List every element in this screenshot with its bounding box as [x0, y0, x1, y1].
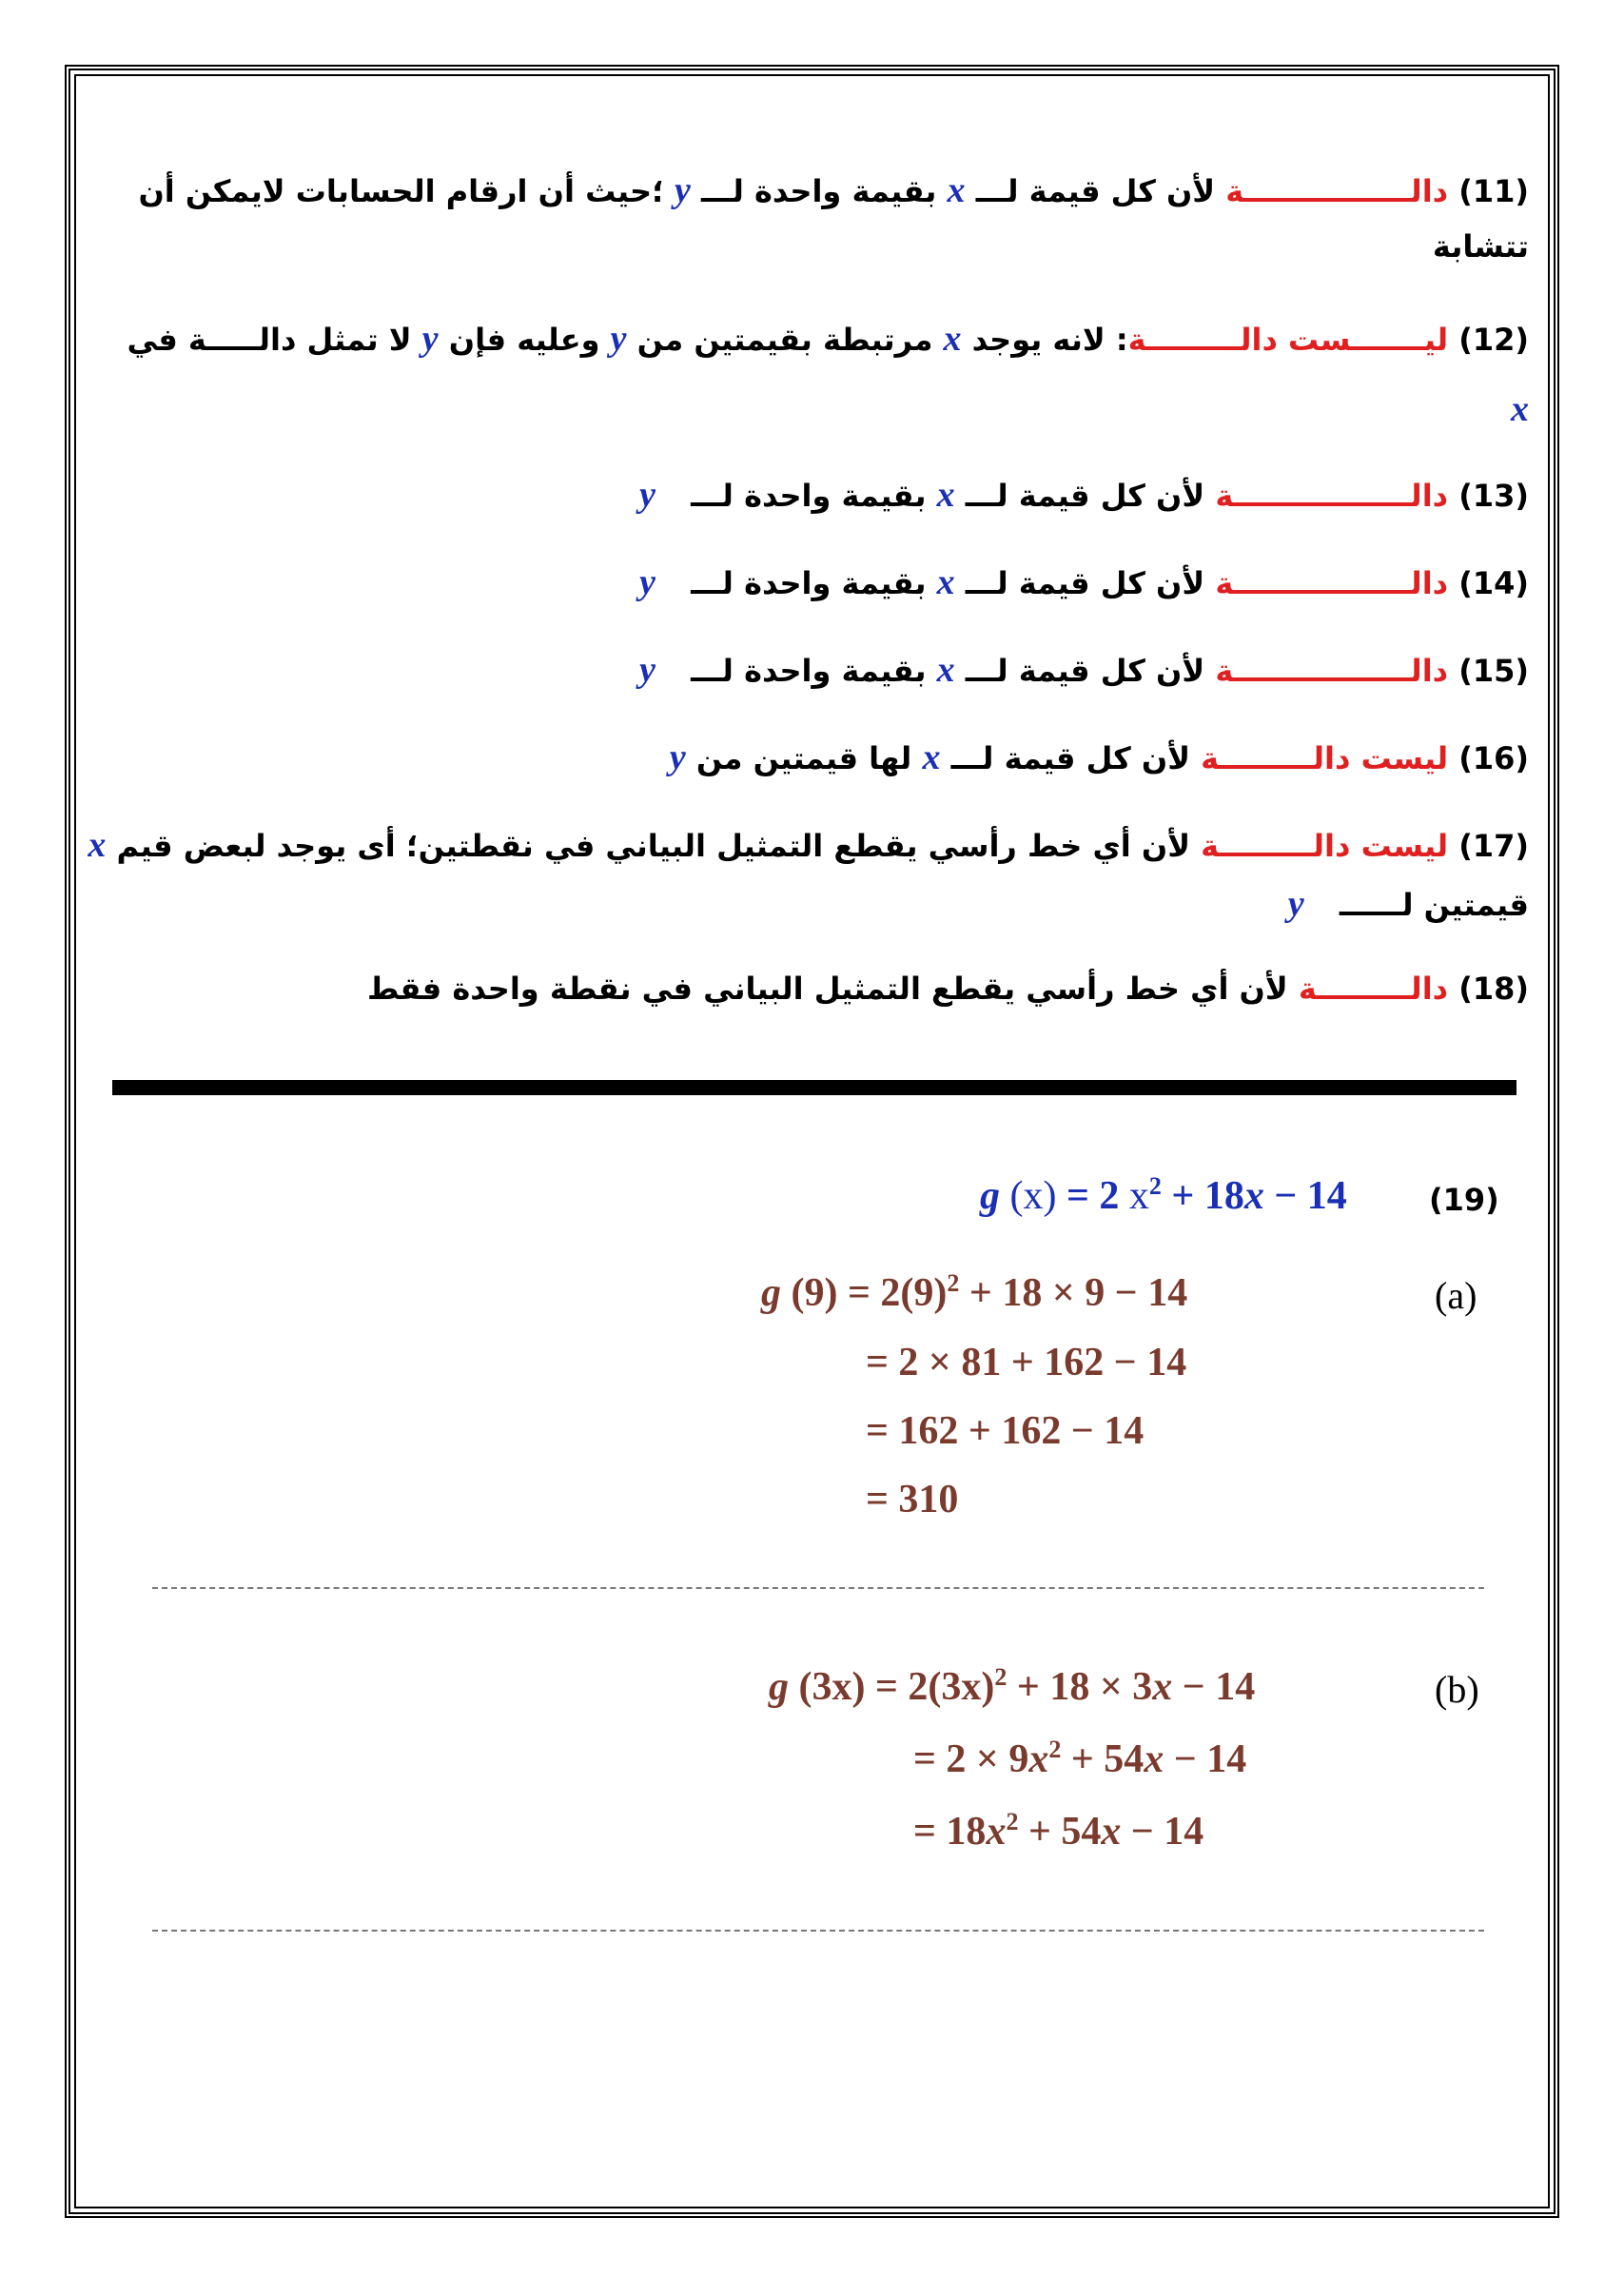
item-18: [367, 971, 1529, 1007]
var-y: y: [639, 650, 655, 690]
var-x: x: [947, 170, 966, 210]
item-text: مرتبطة بقيمتين من: [636, 322, 933, 358]
eq-text: = 2: [1056, 1174, 1120, 1218]
item-number: (19): [1429, 1182, 1499, 1218]
eq-text: + 54: [1018, 1810, 1102, 1854]
eq-text: + 18 × 3: [1007, 1665, 1153, 1709]
item-17-line2: [1288, 883, 1529, 925]
var-x: x: [986, 1810, 1007, 1854]
exponent: 2: [947, 1269, 960, 1297]
part-a-line4: = 310: [866, 1478, 959, 1521]
eq-text: = 18: [913, 1810, 987, 1854]
item-number: (15): [1458, 653, 1529, 689]
part-a-line2: = 2 × 81 + 162 − 14: [866, 1341, 1187, 1384]
item-13: [639, 474, 1529, 516]
item-text: لأن كل قيمة لـــ: [965, 478, 1205, 514]
item-text: قيمتين لــــــ: [1339, 887, 1529, 923]
eq-text: − 14: [1164, 1737, 1247, 1781]
eq-text: − 14: [1121, 1810, 1204, 1854]
item-text: لأن أي خط رأسي يقطع التمثيل البياني في نقطتين؛ أى يوجد لبعض قيم: [116, 828, 1191, 864]
var-x: x: [1243, 1174, 1264, 1218]
section-divider: [112, 1080, 1516, 1095]
var-x: x: [922, 737, 941, 777]
var-x: x: [936, 650, 955, 690]
var-x: x: [1028, 1737, 1049, 1781]
eq-text: (3x) = 2(3x): [798, 1665, 995, 1709]
var-y: y: [610, 319, 627, 359]
item-text: : لانه يوجد: [971, 322, 1128, 358]
part-b-line2: [913, 1736, 1246, 1782]
item-number: (17): [1458, 828, 1529, 864]
item-number: (16): [1458, 740, 1529, 776]
item-17-line1: [88, 824, 1529, 866]
item-label: ليـــــــست دالـــــــــة: [1127, 322, 1449, 358]
item-label: دالـــــــــــــــــة: [1215, 565, 1449, 601]
part-b-line3: [913, 1808, 1203, 1854]
var-x: x: [1101, 1810, 1122, 1854]
part-a-line3: = 162 + 162 − 14: [866, 1409, 1145, 1453]
item-text: بقيمة واحدة لـــ: [701, 173, 937, 209]
item-text: بقيمة واحدة لـــ: [691, 478, 927, 514]
var-x: x: [943, 319, 962, 359]
item-15: [639, 649, 1529, 691]
var-x: x: [1128, 1174, 1149, 1218]
item-text: لا تمثل دالـــــة في: [127, 322, 412, 358]
item-text: لها قيمتين من: [695, 740, 912, 776]
var-y: y: [421, 319, 439, 359]
item-11-line1: [138, 169, 1529, 211]
function-definition: [980, 1172, 1347, 1219]
func-arg: (x): [1009, 1174, 1057, 1218]
var-x: x: [1152, 1665, 1173, 1709]
dotted-separator: [152, 1930, 1484, 1932]
item-label: دالـــــــــــــــــة: [1215, 478, 1449, 514]
func-name: g: [769, 1665, 789, 1709]
eq-text: = 2 × 9: [913, 1737, 1029, 1781]
eq-text: − 14: [1263, 1174, 1347, 1218]
var-y: y: [1287, 884, 1304, 924]
item-12-line1: [127, 318, 1529, 360]
exponent: 2: [994, 1663, 1008, 1691]
item-label: دالـــــــــــــــــة: [1215, 653, 1449, 689]
part-b-line1: [769, 1663, 1255, 1710]
item-text: لأن كل قيمة لـــ: [950, 740, 1191, 776]
part-a-line1: [761, 1269, 1187, 1316]
var-x: x: [936, 475, 955, 515]
item-text: لأن كل قيمة لـــ: [965, 653, 1205, 689]
var-y: y: [675, 170, 691, 210]
exponent: 2: [1148, 1172, 1162, 1200]
var-x: x: [936, 562, 955, 602]
page-border-inner: [74, 74, 1550, 2208]
func-name: g: [761, 1271, 781, 1315]
part-b-label: (b): [1435, 1668, 1479, 1711]
item-text: لأن أي خط رأسي يقطع التمثيل البياني في نقطة واحدة فقط: [367, 971, 1288, 1007]
exponent: 2: [1006, 1808, 1019, 1835]
item-14: [639, 561, 1529, 603]
item-label: ليست دالـــــــــة: [1201, 828, 1449, 864]
item-text: بقيمة واحدة لـــ: [691, 653, 927, 689]
item-number: (11): [1458, 173, 1529, 209]
eq-text: (9) = 2(9): [791, 1271, 948, 1315]
var-x: x: [88, 825, 107, 865]
item-11-line2: [1433, 228, 1529, 265]
item-number: (12): [1458, 322, 1529, 358]
var-x: x: [1144, 1737, 1164, 1781]
item-text: تتشابة: [1432, 228, 1529, 265]
var-y: y: [639, 475, 655, 515]
item-text: لأن كل قيمة لـــ: [975, 173, 1216, 209]
func-name: g: [980, 1174, 1000, 1218]
item-number: (14): [1458, 565, 1529, 601]
exponent: 2: [1048, 1736, 1062, 1763]
var-x: x: [1511, 389, 1529, 429]
item-label: دالـــــــــة: [1298, 971, 1449, 1007]
item-text: ؛حيث أن ارقام الحسابات لايمكن أن: [138, 173, 664, 209]
item-number: (13): [1458, 478, 1529, 514]
item-text: بقيمة واحدة لـــ: [691, 565, 927, 601]
var-y: y: [669, 737, 686, 777]
item-number: (18): [1458, 971, 1529, 1007]
item-12-line2: [1511, 388, 1529, 430]
dotted-separator: [152, 1587, 1484, 1589]
item-16: [670, 736, 1529, 778]
eq-text: + 18 × 9 − 14: [959, 1271, 1188, 1315]
eq-text: + 54: [1061, 1737, 1145, 1781]
item-text: وعليه فإن: [448, 322, 600, 358]
part-a-label: (a): [1435, 1274, 1477, 1317]
item-text: لأن كل قيمة لـــ: [965, 565, 1205, 601]
item-label: دالــــــــــــــــة: [1225, 173, 1449, 209]
eq-text: − 14: [1172, 1665, 1256, 1709]
var-y: y: [639, 562, 655, 602]
eq-text: + 18: [1171, 1174, 1244, 1218]
item-label: ليست دالـــــــــة: [1201, 740, 1449, 776]
